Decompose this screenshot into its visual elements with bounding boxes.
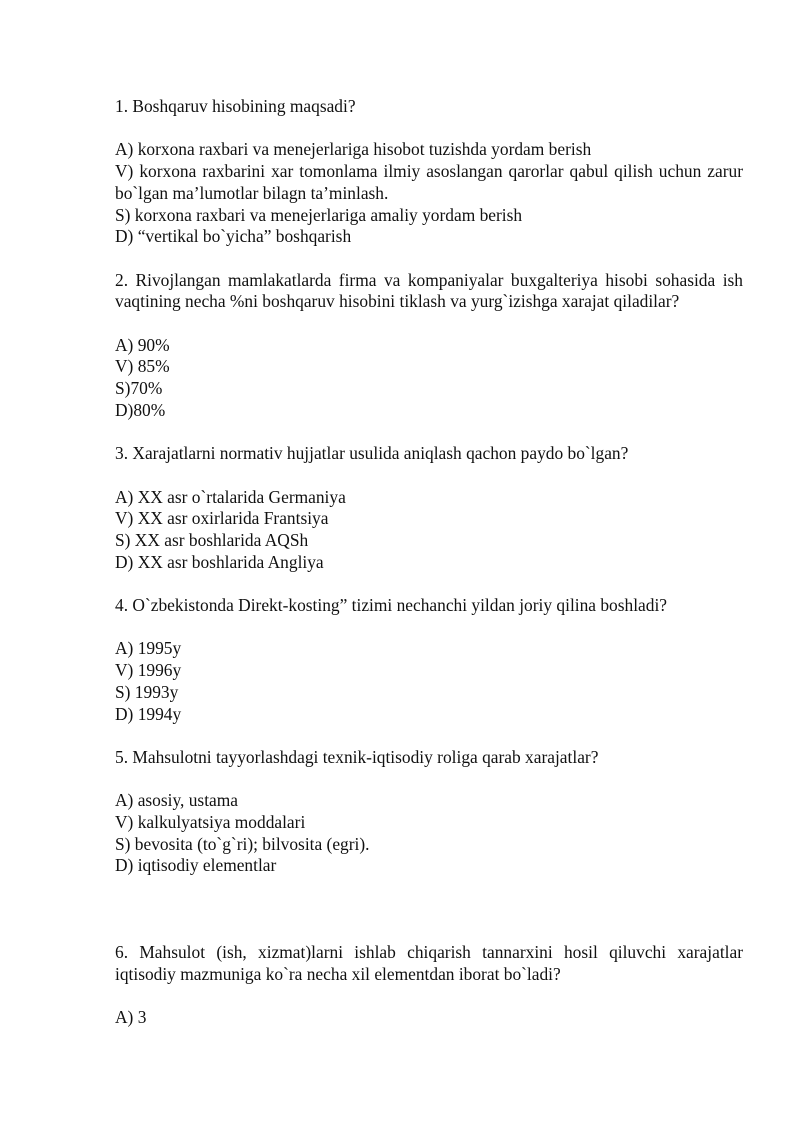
question-block-2 bbox=[115, 270, 743, 422]
answer-option: D) XX asr boshlarida Angliya bbox=[115, 551, 324, 572]
answer-options bbox=[115, 790, 743, 877]
answer-option: A) asosiy, ustama bbox=[115, 790, 238, 811]
question-block-1 bbox=[115, 96, 743, 248]
answer-option: D) 1994y bbox=[115, 703, 182, 724]
question-text: 1. Boshqaruv hisobining maqsadi? bbox=[115, 96, 356, 116]
question-text: 5. Mahsulotni tayyorlashdagi texnik-iqtisodiy roliga qarab xarajatlar? bbox=[115, 746, 599, 767]
answer-option: S) 1993y bbox=[115, 681, 179, 702]
question-text: 3. Xarajatlarni normativ hujjatlar usulida aniqlash qachon paydo bo`lgan? bbox=[115, 443, 629, 464]
question-block-4 bbox=[115, 595, 743, 725]
document-body bbox=[115, 96, 743, 1051]
answer-option: D) iqtisodiy elementlar bbox=[115, 855, 277, 876]
question-block-3 bbox=[115, 443, 743, 573]
answer-option: A) XX asr o`rtalarida Germaniya bbox=[115, 486, 346, 507]
answer-option: A) korxona raxbari va menejerlariga hisobot tuzishda yordam berish bbox=[115, 139, 592, 160]
answer-option: D)80% bbox=[115, 399, 166, 420]
answer-option: V) korxona raxbarini xar tomonlama ilmiy asoslangan qarorlar qabul qilish uchun zarur bo`lgan ma’lumotlar bilagn ta’minlash. bbox=[115, 161, 743, 203]
answer-option: A) 3 bbox=[115, 1007, 147, 1028]
answer-option: V) XX asr oxirlarida Frantsiya bbox=[115, 508, 329, 529]
question-block-5 bbox=[115, 747, 743, 877]
answer-option: S) bevosita (to`g`ri); bilvosita (egri). bbox=[115, 833, 370, 854]
question-block-6 bbox=[115, 942, 743, 1029]
answer-option: S)70% bbox=[115, 378, 163, 399]
answer-option: A) 1995y bbox=[115, 638, 182, 659]
answer-option: A) 90% bbox=[115, 334, 170, 355]
answer-options bbox=[115, 1007, 743, 1029]
answer-options bbox=[115, 487, 743, 574]
answer-option: S) XX asr boshlarida AQSh bbox=[115, 529, 309, 550]
question-text: 2. Rivojlangan mamlakatlarda firma va kompaniyalar buxgalteriya hisobi sohasida ish vaqtining necha %ni boshqaruv hisobini tiklash va yurg`izishga xarajat qiladilar? bbox=[115, 269, 743, 312]
answer-option: S) korxona raxbari va menejerlariga amaliy yordam berish bbox=[115, 204, 523, 225]
answer-option: V) 85% bbox=[115, 356, 170, 377]
answer-options bbox=[115, 335, 743, 422]
answer-options bbox=[115, 139, 743, 248]
answer-options bbox=[115, 638, 743, 725]
answer-option: V) 1996y bbox=[115, 660, 182, 681]
question-text: 4. O`zbekistonda Direkt-kosting” tizimi nechanchi yildan joriy qilina boshladi? bbox=[115, 595, 668, 616]
answer-option: D) “vertikal bo`yicha” boshqarish bbox=[115, 226, 352, 247]
answer-option: V) kalkulyatsiya moddalari bbox=[115, 812, 306, 833]
question-text: 6. Mahsulot (ish, xizmat)larni ishlab chiqarish tannarxini hosil qiluvchi xarajatlar iqtisodiy mazmuniga ko`ra necha xil elementdan iborat bo`ladi? bbox=[115, 942, 743, 984]
